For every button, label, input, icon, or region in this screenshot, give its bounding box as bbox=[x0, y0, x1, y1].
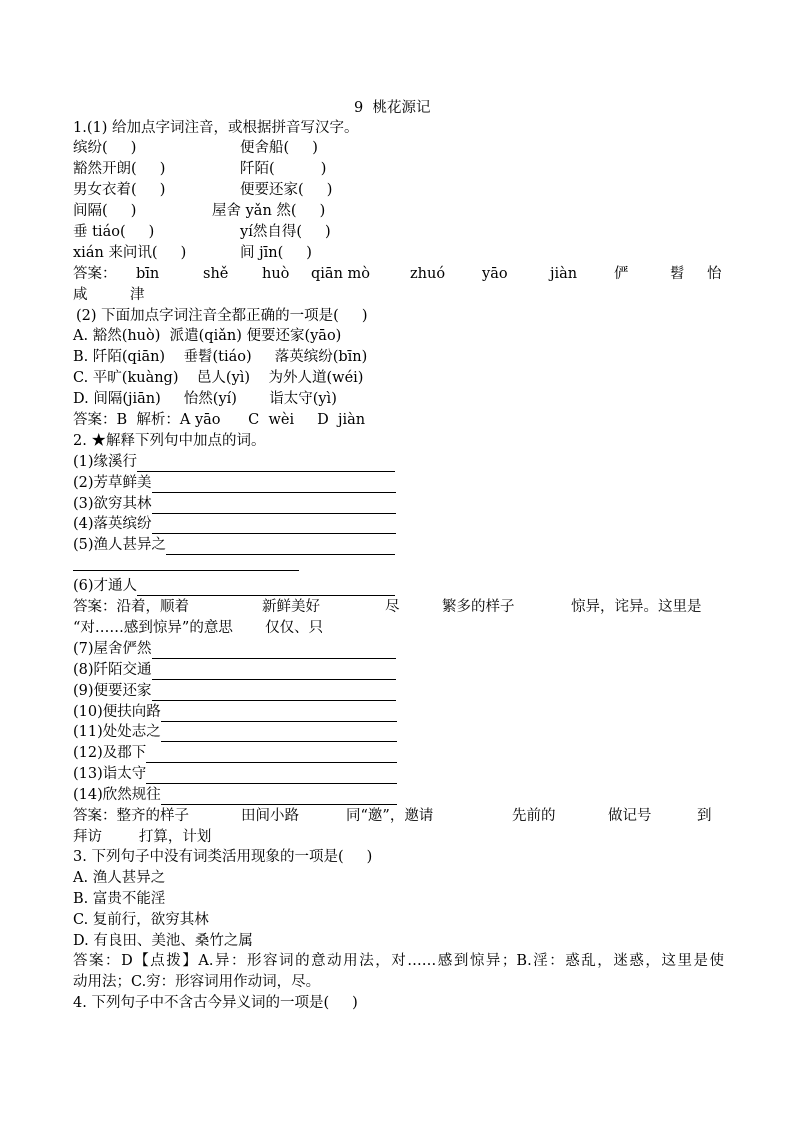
q2-item-text: (5)渔人甚异之 bbox=[73, 537, 167, 553]
q2-answer-b: 同“邀”，邀请 bbox=[346, 808, 434, 824]
q2-item bbox=[73, 494, 396, 514]
q2-item bbox=[73, 535, 395, 555]
q3-option: D. 有良田、美池、桑竹之属 bbox=[73, 933, 253, 949]
q1-answer-label: 答案： bbox=[73, 266, 117, 282]
answer-blank bbox=[161, 789, 397, 805]
q1-answer-pinyin: zhuó bbox=[410, 266, 446, 282]
q3-answer: 答案：D【点拨】A.异：形容词的意动用法，对……感到惊异；B.淫：惑乱，迷惑，这里是使 bbox=[73, 953, 724, 969]
q1-sub2-option: C. 平旷(kuàng) 邑人(yì) 为外人道(wéi) bbox=[73, 370, 364, 386]
q2-answer-b: 先前的 bbox=[512, 808, 556, 824]
q3-option: A. 渔人甚异之 bbox=[73, 870, 166, 886]
answer-blank bbox=[152, 664, 396, 680]
q2-item bbox=[73, 722, 397, 742]
q2-item-text: (2)芳草鲜美 bbox=[73, 475, 152, 491]
q2-item bbox=[73, 702, 397, 722]
q1-item: 男女衣着( ) bbox=[73, 182, 166, 198]
answer-blank bbox=[152, 498, 396, 514]
answer-blank bbox=[152, 477, 396, 493]
q1-answer-char: 髫 bbox=[670, 266, 685, 282]
q2-item-text: (4)落英缤纷 bbox=[73, 516, 152, 532]
q2-item bbox=[73, 639, 396, 659]
q2-answer-a: 惊异，诧异。这里是 bbox=[571, 599, 702, 615]
q2-answer-a-cont: “对……感到惊异”的意思 仅仅、只 bbox=[73, 620, 324, 636]
q2-item bbox=[73, 576, 395, 596]
answer-blank bbox=[152, 518, 396, 534]
q1-item: 缤纷( ) bbox=[73, 140, 137, 156]
q2-answer-b-cont: 拜访 打算，计划 bbox=[73, 829, 212, 845]
q2-item-text: (8)阡陌交通 bbox=[73, 662, 152, 678]
q1-answer-pinyin: shě bbox=[203, 266, 229, 282]
q2-item bbox=[73, 764, 397, 784]
answer-blank-continuation bbox=[73, 570, 299, 571]
q1-answer-pinyin: yāo bbox=[482, 266, 508, 282]
q1-item: 屋舍 yǎn 然( ) bbox=[212, 203, 326, 219]
q1-item: 豁然开朗( ) bbox=[73, 161, 166, 177]
q2-item bbox=[73, 681, 396, 701]
q2-answer-a: 答案：沿着，顺着 bbox=[73, 599, 189, 615]
answer-blank bbox=[161, 706, 397, 722]
q2-item-text: (3)欲穷其林 bbox=[73, 496, 152, 512]
q1-sub2-option: A. 豁然(huò) 派遣(qiǎn) 便要还家(yāo) bbox=[73, 328, 342, 344]
q1-item: 间 jīn( ) bbox=[240, 245, 312, 261]
q2-item bbox=[73, 473, 396, 493]
q2-item-text: (1)缘溪行 bbox=[73, 454, 138, 470]
q2-item-text: (9)便要还家 bbox=[73, 683, 152, 699]
answer-blank bbox=[152, 685, 396, 701]
q3-option: B. 富贵不能淫 bbox=[73, 891, 166, 907]
q2-item-text: (11)处处志之 bbox=[73, 724, 161, 740]
q1-sub2-option: D. 间隔(jiān) 怡然(yí) 诣太守(yì) bbox=[73, 391, 337, 407]
q4-prompt: 4. 下列句子中不含古今异义词的一项是( ) bbox=[73, 995, 358, 1011]
q1-item: 间隔( ) bbox=[73, 203, 137, 219]
q1-answer-pinyin: huò bbox=[262, 266, 290, 282]
q3-answer-cont: 动用法；C.穷：形容词用作动词，尽。 bbox=[73, 974, 321, 990]
q2-item-text: (6)才通人 bbox=[73, 578, 138, 594]
q3-option: C. 复前行，欲穷其林 bbox=[73, 912, 209, 928]
q1-sub2-answer: 答案：B 解析：A yāo C wèi D jiàn bbox=[73, 412, 366, 428]
q3-prompt: 3. 下列句子中没有词类活用现象的一项是( ) bbox=[73, 849, 373, 865]
q2-item-text: (10)便扶向路 bbox=[73, 704, 161, 720]
answer-blank bbox=[137, 456, 395, 472]
q1-item: 便要还家( ) bbox=[240, 182, 333, 198]
q2-item bbox=[73, 785, 397, 805]
answer-blank bbox=[146, 768, 397, 784]
q1-answer-pinyin: qiān mò bbox=[311, 266, 370, 282]
q2-answer-a: 新鲜美好 bbox=[262, 599, 320, 615]
q1-item: 垂 tiáo( ) bbox=[73, 224, 155, 240]
q2-item bbox=[73, 743, 397, 763]
q2-answer-b: 田间小路 bbox=[241, 808, 299, 824]
q2-item-text: (13)诣太守 bbox=[73, 766, 147, 782]
q1-answer-pinyin: bīn bbox=[136, 266, 160, 282]
q2-answer-b: 做记号 bbox=[608, 808, 652, 824]
q2-item-text: (14)欣然规往 bbox=[73, 787, 161, 803]
q2-item-text: (7)屋舍俨然 bbox=[73, 641, 152, 657]
q1-answer-char: 津 bbox=[130, 287, 145, 303]
answer-blank bbox=[137, 580, 395, 596]
answer-blank bbox=[152, 643, 396, 659]
q1-sub2-prompt: (2) 下面加点字词注音全都正确的一项是( ) bbox=[76, 308, 368, 324]
q2-answer-b: 答案：整齐的样子 bbox=[73, 808, 189, 824]
q2-answer-a: 尽 bbox=[385, 599, 400, 615]
q1-sub2-option: B. 阡陌(qiān) 垂髫(tiáo) 落英缤纷(bīn) bbox=[73, 349, 368, 365]
answer-blank bbox=[161, 726, 397, 742]
q1-item: yí然自得( ) bbox=[240, 224, 331, 240]
q1-item: 阡陌( ) bbox=[240, 161, 327, 177]
q2-item bbox=[73, 514, 396, 534]
answer-blank bbox=[166, 539, 395, 555]
q2-answer-a: 繁多的样子 bbox=[442, 599, 515, 615]
q1-answer-char: 俨 bbox=[614, 266, 629, 282]
q1-item: 便舍船( ) bbox=[240, 140, 318, 156]
q1-prompt: 1.(1) 给加点字词注音，或根据拼音写汉字。 bbox=[73, 120, 359, 136]
q1-answer-char: 怡 bbox=[707, 266, 722, 282]
q1-item: xián 来问讯( ) bbox=[73, 245, 187, 261]
q1-answer-char: 咸 bbox=[73, 287, 88, 303]
q2-prompt: 2. ★解释下列句中加点的词。 bbox=[73, 433, 266, 449]
page-title: 9 桃花源记 bbox=[354, 100, 431, 116]
q2-item bbox=[73, 452, 395, 472]
q2-answer-b: 到 bbox=[697, 808, 712, 824]
answer-blank bbox=[146, 747, 397, 763]
q1-answer-pinyin: jiàn bbox=[550, 266, 578, 282]
q2-item bbox=[73, 660, 396, 680]
q2-item-text: (12)及郡下 bbox=[73, 745, 147, 761]
